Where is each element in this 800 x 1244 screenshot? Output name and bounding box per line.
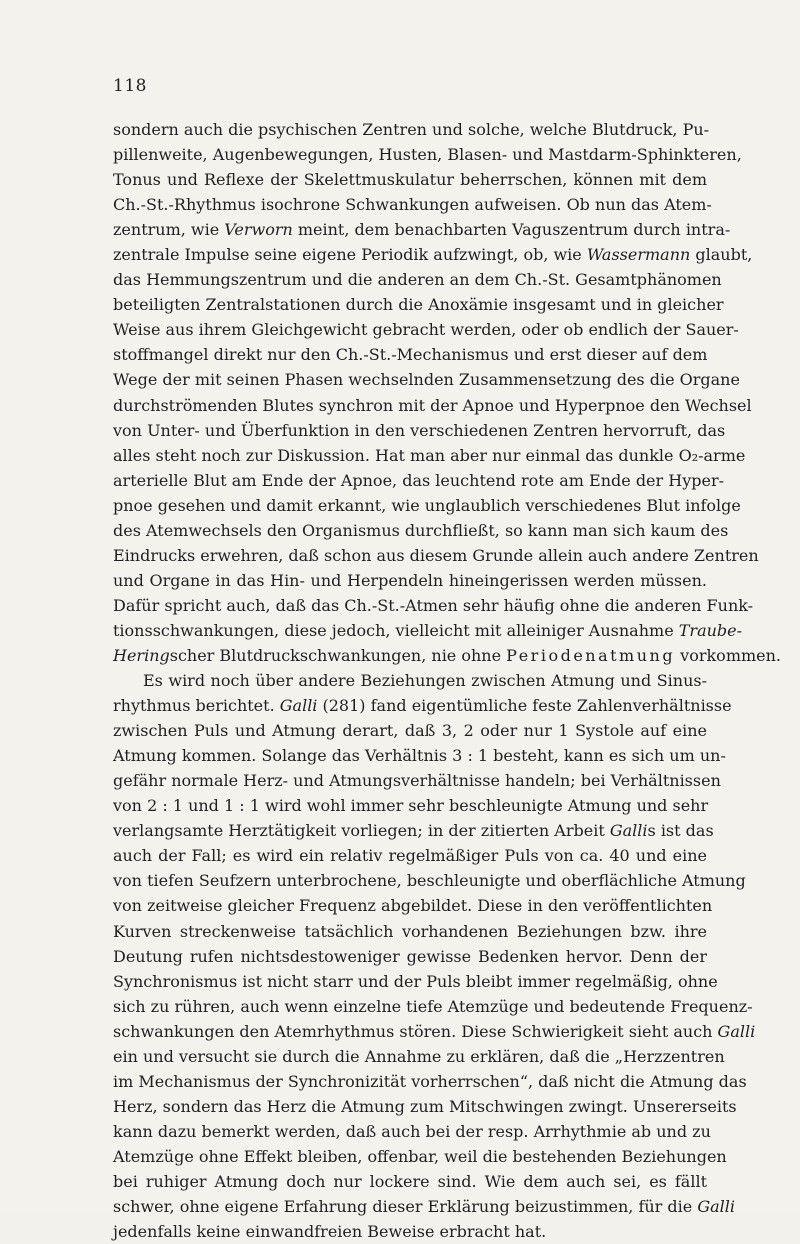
text-line: das Hemmungszentrum und die anderen an dem Ch.-St. Gesamtphänomen [113, 270, 722, 290]
text-line: Atmung kommen. Solange das Verhältnis 3 : 1 besteht, kann es sich um un- [113, 746, 726, 766]
text-line: alles steht noch zur Diskussion. Hat man aber nur einmal das dunkle O₂-arme [113, 445, 746, 465]
text-line: Atemzüge ohne Effekt bleiben, offenbar, weil die bestehenden Beziehungen [113, 1146, 727, 1166]
text-line: Heringscher Blutdruckschwankungen, nie ohne Periodenatmung vorkommen. [113, 645, 782, 665]
text-line: kann dazu bemerkt werden, daß auch bei der resp. Arrhythmie ab und zu [113, 1121, 711, 1141]
text-line: sich zu rühren, auch wenn einzelne tiefe Atemzüge und bedeutende Frequenz- [113, 996, 753, 1016]
text-line: Es wird noch über andere Beziehungen zwischen Atmung und Sinus- [143, 671, 707, 691]
text-line: stoffmangel direkt nur den Ch.-St.-Mechanismus und erst dieser auf dem [113, 345, 708, 365]
text-line: von Unter- und Überfunktion in den verschiedenen Zentren hervorruft, das [113, 420, 726, 440]
text-line: ein und versucht sie durch die Annahme zu erklären, daß die „Herzzentren [113, 1046, 725, 1066]
text-line: Herz, sondern das Herz die Atmung zum Mitschwingen zwingt. Unsererseits [113, 1096, 737, 1116]
text-line: schwer, ohne eigene Erfahrung dieser Erklärung beizustimmen, für die Galli [113, 1197, 735, 1217]
text-line: Tonus und Reflexe der Skelettmuskulatur beherrschen, können mit dem [113, 170, 707, 190]
text-line: Deutung rufen nichtsdestoweniger gewisse Bedenken hervor. Denn der [113, 946, 707, 966]
text-line: Kurven streckenweise tatsächlich vorhandenen Beziehungen bzw. ihre [113, 921, 707, 941]
text-line: gefähr normale Herz- und Atmungsverhältnisse handeln; bei Verhältnissen [113, 771, 721, 791]
text-line: Weise aus ihrem Gleichgewicht gebracht werden, oder ob endlich der Sauer- [113, 320, 739, 340]
text-line: im Mechanismus der Synchronizität vorherrschen“, daß nicht die Atmung das [113, 1071, 747, 1091]
text-line: zwischen Puls und Atmung derart, daß 3, 2 oder nur 1 Systole auf eine [113, 721, 707, 741]
text-line: des Atemwechsels den Organismus durchfließt, so kann man sich kaum des [113, 520, 729, 540]
text-line: von zeitweise gleicher Frequenz abgebildet. Diese in den veröffentlichten [113, 896, 713, 916]
text-line: jedenfalls keine einwandfreien Beweise erbracht hat. [113, 1222, 547, 1242]
text-line: bei ruhiger Atmung doch nur lockere sind. Wie dem auch sei, es fällt [113, 1171, 707, 1191]
text-line: von tiefen Seufzern unterbrochene, beschleunigte und oberflächliche Atmung [113, 871, 746, 891]
text-line: sondern auch die psychischen Zentren und solche, welche Blutdruck, Pu- [113, 120, 710, 139]
text-line: rhythmus berichtet. Galli (281) fand eigentümliche feste Zahlenverhältnisse [113, 696, 732, 716]
text-line: auch der Fall; es wird ein relativ regelmäßiger Puls von ca. 40 und eine [113, 846, 707, 866]
text-line: Wege der mit seinen Phasen wechselnden Zusammensetzung des die Organe [113, 370, 740, 390]
page-number: 118 [113, 76, 147, 96]
text-line: beteiligten Zentralstationen durch die Anoxämie insgesamt und in gleicher [113, 295, 724, 315]
text-line: Ch.-St.-Rhythmus isochrone Schwankungen aufweisen. Ob nun das Atem- [113, 195, 712, 215]
text-line: von 2 : 1 und 1 : 1 wird wohl immer sehr beschleunigte Atmung und sehr [113, 796, 709, 816]
text-line: verlangsamte Herztätigkeit vorliegen; in der zitierten Arbeit Gallis ist das [113, 821, 714, 841]
text-line: und Organe in das Hin- und Herpendeln hineingerissen werden müssen. [113, 570, 707, 590]
text-line: durchströmenden Blutes synchron mit der Apnoe und Hyperpnoe den Wechsel [113, 395, 752, 415]
text-line: pillenweite, Augenbewegungen, Husten, Blasen- und Mastdarm-Sphinkteren, [113, 145, 742, 165]
text-line: zentrale Impulse seine eigene Periodik aufzwingt, ob, wie Wassermann glaubt, [113, 245, 753, 265]
text-line: zentrum, wie Verworn meint, dem benachbarten Vaguszentrum durch intra- [113, 220, 731, 240]
text-line: Eindrucks erwehren, daß schon aus diesem Grunde allein auch andere Zentren [113, 545, 759, 565]
text-line: Dafür spricht auch, daß das Ch.-St.-Atmen sehr häufig ohne die anderen Funk- [113, 595, 754, 615]
text-line: arterielle Blut am Ende der Apnoe, das leuchtend rote am Ende der Hyper- [113, 470, 725, 490]
text-line: Synchronismus ist nicht starr und der Puls bleibt immer regelmäßig, ohne [113, 971, 718, 991]
text-line: schwankungen den Atemrhythmus stören. Diese Schwierigkeit sieht auch Galli [113, 1021, 756, 1041]
text-line: tionsschwankungen, diese jedoch, vielleicht mit alleiniger Ausnahme Traube- [113, 620, 743, 640]
text-line: pnoe gesehen und damit erkannt, wie unglaublich verschiedenes Blut infolge [113, 495, 741, 515]
body-text [113, 117, 782, 1244]
